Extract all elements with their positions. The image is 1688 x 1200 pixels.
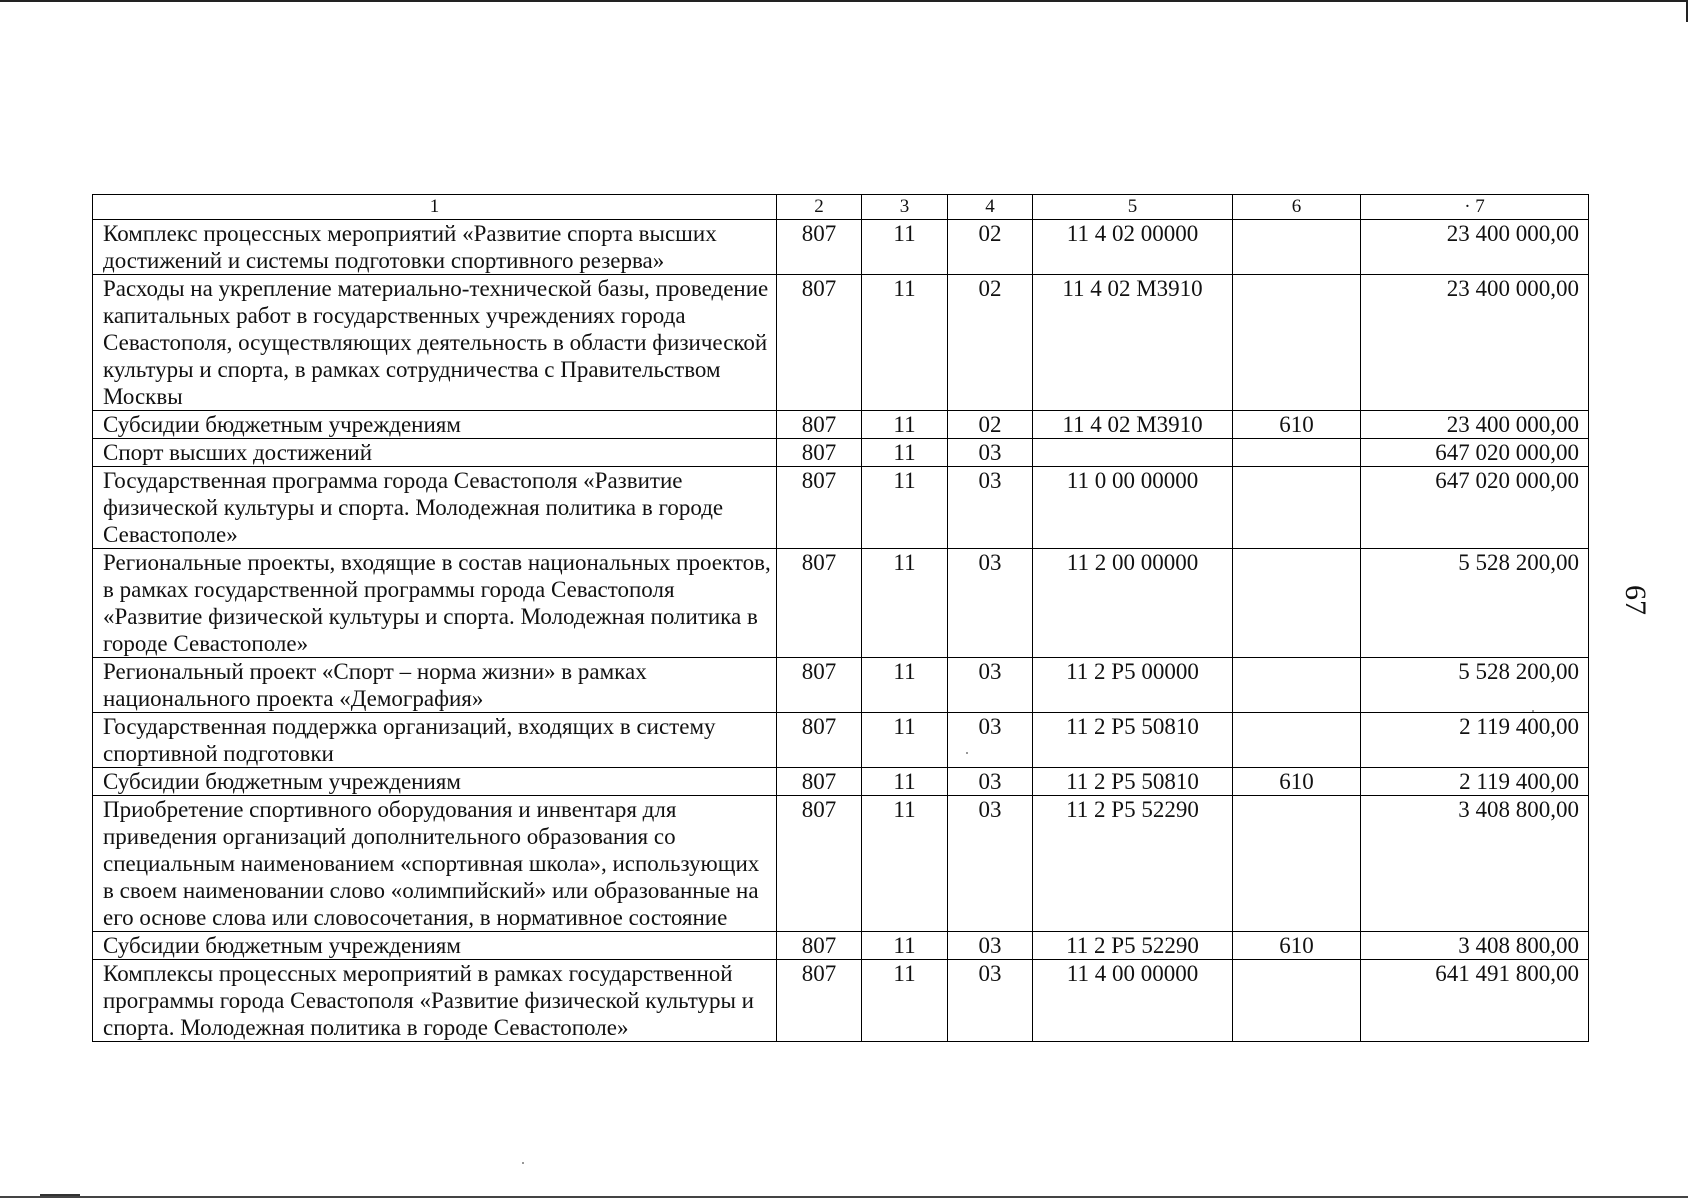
cell-section-code: 11 bbox=[862, 796, 948, 932]
cell-subsection-code: 03 bbox=[948, 439, 1033, 467]
cell-target-article: 11 4 02 00000 bbox=[1033, 220, 1233, 275]
scan-edge-bottom-left bbox=[40, 1194, 80, 1196]
column-number-6: 6 bbox=[1233, 195, 1361, 220]
cell-section-code: 11 bbox=[862, 768, 948, 796]
cell-name: Расходы на укрепление материально-технической базы, проведение капитальных работ в государственных учреждениях города Севастополя, осуществляющих деятельность в области физической культуры и спорта, в рамках сотрудничества с Правительством Москвы bbox=[93, 275, 777, 411]
cell-expense-type bbox=[1233, 467, 1361, 549]
table-row bbox=[93, 713, 1589, 768]
cell-amount: 23 400 000,00 bbox=[1361, 411, 1589, 439]
cell-department-code: 807 bbox=[777, 220, 862, 275]
cell-subsection-code: 03 bbox=[948, 960, 1033, 1042]
page-number: 67 bbox=[1619, 585, 1652, 615]
column-number-7: · 7 bbox=[1361, 195, 1589, 220]
cell-expense-type bbox=[1233, 960, 1361, 1042]
cell-expense-type: 610 bbox=[1233, 768, 1361, 796]
column-number-3: 3 bbox=[862, 195, 948, 220]
cell-department-code: 807 bbox=[777, 796, 862, 932]
cell-name: Спорт высших достижений bbox=[93, 439, 777, 467]
cell-target-article: 11 4 00 00000 bbox=[1033, 960, 1233, 1042]
table-row bbox=[93, 439, 1589, 467]
cell-department-code: 807 bbox=[777, 275, 862, 411]
cell-department-code: 807 bbox=[777, 411, 862, 439]
cell-target-article: 11 2 Р5 52290 bbox=[1033, 932, 1233, 960]
cell-section-code: 11 bbox=[862, 960, 948, 1042]
cell-name: Субсидии бюджетным учреждениям bbox=[93, 411, 777, 439]
table-row bbox=[93, 275, 1589, 411]
cell-section-code: 11 bbox=[862, 713, 948, 768]
cell-name: Государственная программа города Севастополя «Развитие физической культуры и спорта. Молодежная политика в городе Севастополе» bbox=[93, 467, 777, 549]
cell-expense-type bbox=[1233, 549, 1361, 658]
cell-expense-type bbox=[1233, 439, 1361, 467]
cell-section-code: 11 bbox=[862, 411, 948, 439]
cell-target-article: 11 4 02 М3910 bbox=[1033, 275, 1233, 411]
cell-amount: 23 400 000,00 bbox=[1361, 220, 1589, 275]
cell-subsection-code: 03 bbox=[948, 549, 1033, 658]
cell-section-code: 11 bbox=[862, 275, 948, 411]
cell-expense-type bbox=[1233, 713, 1361, 768]
cell-name: Субсидии бюджетным учреждениям bbox=[93, 932, 777, 960]
table-row bbox=[93, 960, 1589, 1042]
table-row bbox=[93, 768, 1589, 796]
cell-expense-type bbox=[1233, 220, 1361, 275]
cell-amount: 641 491 800,00 bbox=[1361, 960, 1589, 1042]
table-row bbox=[93, 411, 1589, 439]
cell-name: Комплексы процессных мероприятий в рамках государственной программы города Севастополя «Развитие физической культуры и спорта. Молодежная политика в городе Севастополе» bbox=[93, 960, 777, 1042]
cell-section-code: 11 bbox=[862, 658, 948, 713]
cell-amount: 2 119 400,00 bbox=[1361, 768, 1589, 796]
cell-department-code: 807 bbox=[777, 768, 862, 796]
cell-department-code: 807 bbox=[777, 658, 862, 713]
column-number-5: 5 bbox=[1033, 195, 1233, 220]
cell-subsection-code: 03 bbox=[948, 932, 1033, 960]
table-body bbox=[93, 195, 1589, 1042]
cell-target-article: 11 2 00 00000 bbox=[1033, 549, 1233, 658]
cell-amount: 2 119 400,00 bbox=[1361, 713, 1589, 768]
scan-edge-bottom bbox=[0, 1196, 1688, 1198]
cell-expense-type bbox=[1233, 658, 1361, 713]
column-number-2: 2 bbox=[777, 195, 862, 220]
cell-department-code: 807 bbox=[777, 960, 862, 1042]
cell-name: Региональный проект «Спорт – норма жизни» в рамках национального проекта «Демография» bbox=[93, 658, 777, 713]
table-row bbox=[93, 932, 1589, 960]
cell-amount: 647 020 000,00 bbox=[1361, 467, 1589, 549]
cell-subsection-code: 02 bbox=[948, 411, 1033, 439]
cell-name: Приобретение спортивного оборудования и инвентаря для приведения организаций дополнительного образования со специальным наименованием «спортивная школа», использующих в своем наименовании слово «олимпийский» или образованные на его основе слова или словосочетания, в нормативное состояние bbox=[93, 796, 777, 932]
column-number-4: 4 bbox=[948, 195, 1033, 220]
cell-amount: 3 408 800,00 bbox=[1361, 932, 1589, 960]
table-row bbox=[93, 549, 1589, 658]
table-row bbox=[93, 658, 1589, 713]
cell-amount: 647 020 000,00 bbox=[1361, 439, 1589, 467]
cell-target-article: 11 2 Р5 52290 bbox=[1033, 796, 1233, 932]
cell-amount: 23 400 000,00 bbox=[1361, 275, 1589, 411]
cell-name: Субсидии бюджетным учреждениям bbox=[93, 768, 777, 796]
cell-expense-type: 610 bbox=[1233, 411, 1361, 439]
budget-table bbox=[92, 194, 1589, 1042]
cell-expense-type: 610 bbox=[1233, 932, 1361, 960]
scan-speck bbox=[522, 1162, 524, 1164]
cell-subsection-code: 03 bbox=[948, 768, 1033, 796]
table-row bbox=[93, 220, 1589, 275]
cell-subsection-code: 02 bbox=[948, 220, 1033, 275]
cell-department-code: 807 bbox=[777, 549, 862, 658]
cell-department-code: 807 bbox=[777, 713, 862, 768]
cell-name: Региональные проекты, входящие в состав национальных проектов, в рамках государственной программы города Севастополя «Развитие физической культуры и спорта. Молодежная политика в городе Севастополе» bbox=[93, 549, 777, 658]
scan-edge-top bbox=[0, 0, 1688, 2]
cell-subsection-code: 03 bbox=[948, 467, 1033, 549]
cell-amount: 5 528 200,00 bbox=[1361, 658, 1589, 713]
table-row bbox=[93, 796, 1589, 932]
cell-subsection-code: 02 bbox=[948, 275, 1033, 411]
cell-subsection-code: 03 bbox=[948, 658, 1033, 713]
cell-section-code: 11 bbox=[862, 220, 948, 275]
cell-amount: 3 408 800,00 bbox=[1361, 796, 1589, 932]
budget-table-wrap bbox=[92, 194, 1588, 1042]
cell-target-article: 11 0 00 00000 bbox=[1033, 467, 1233, 549]
cell-name: Комплекс процессных мероприятий «Развитие спорта высших достижений и системы подготовки спортивного резерва» bbox=[93, 220, 777, 275]
cell-target-article: 11 2 Р5 50810 bbox=[1033, 713, 1233, 768]
cell-expense-type bbox=[1233, 796, 1361, 932]
cell-department-code: 807 bbox=[777, 467, 862, 549]
cell-name: Государственная поддержка организаций, входящих в систему спортивной подготовки bbox=[93, 713, 777, 768]
cell-amount: 5 528 200,00 bbox=[1361, 549, 1589, 658]
cell-department-code: 807 bbox=[777, 439, 862, 467]
table-row bbox=[93, 467, 1589, 549]
cell-department-code: 807 bbox=[777, 932, 862, 960]
column-number-row bbox=[93, 195, 1589, 220]
cell-target-article bbox=[1033, 439, 1233, 467]
cell-subsection-code: 03 bbox=[948, 796, 1033, 932]
cell-section-code: 11 bbox=[862, 439, 948, 467]
cell-section-code: 11 bbox=[862, 549, 948, 658]
cell-target-article: 11 4 02 М3910 bbox=[1033, 411, 1233, 439]
cell-expense-type bbox=[1233, 275, 1361, 411]
column-number-1: 1 bbox=[93, 195, 777, 220]
cell-subsection-code: 03 bbox=[948, 713, 1033, 768]
cell-target-article: 11 2 Р5 00000 bbox=[1033, 658, 1233, 713]
cell-target-article: 11 2 Р5 50810 bbox=[1033, 768, 1233, 796]
cell-section-code: 11 bbox=[862, 932, 948, 960]
cell-section-code: 11 bbox=[862, 467, 948, 549]
